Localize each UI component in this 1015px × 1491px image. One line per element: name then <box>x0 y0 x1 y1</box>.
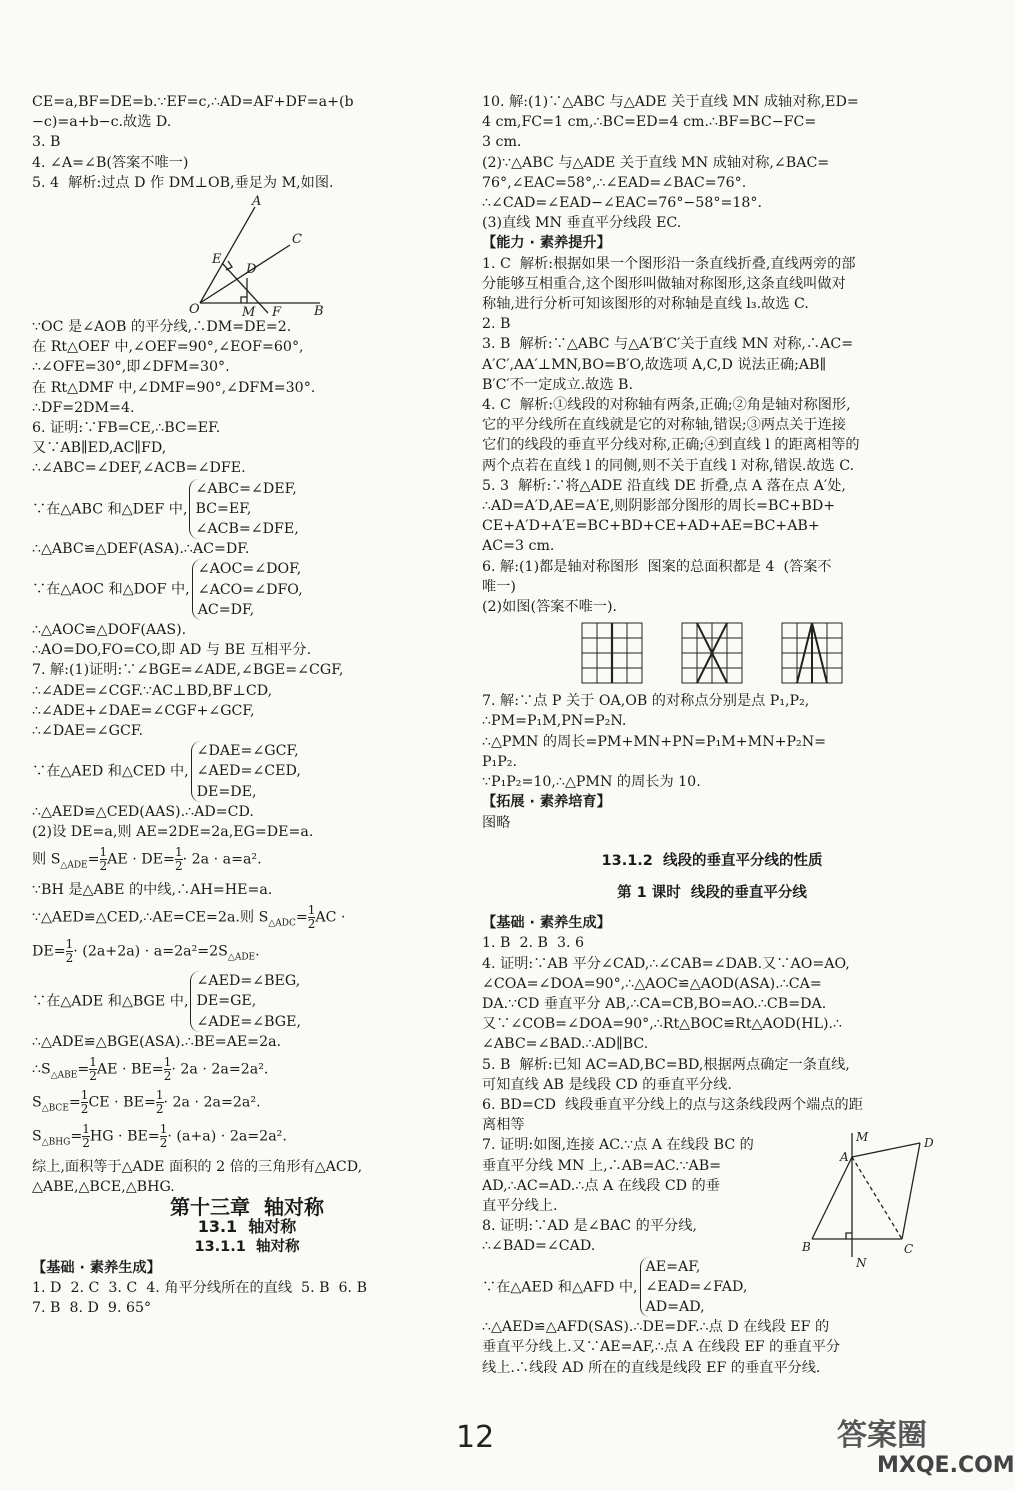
text: · (a+a) · 2a=2a². <box>167 1128 287 1145</box>
brace-line: DE=GE, <box>196 993 257 1010</box>
formula-line <box>32 938 462 968</box>
brace-line: ∠AOC=∠DOF, <box>197 561 302 578</box>
subscript: △ABE <box>50 1070 78 1081</box>
text-line: 图略 <box>482 814 511 831</box>
text: AE · DE= <box>107 851 175 868</box>
text-line: 1. D 2. C 3. C 4. 角平分线所在的直线 5. B 6. B <box>32 1279 368 1296</box>
text: · 2a · 2a=2a². <box>163 1094 261 1111</box>
denominator: 2 <box>174 859 183 874</box>
geometry-figure-angle-bisector <box>32 193 462 321</box>
numerator: 1 <box>82 1121 90 1136</box>
text-line: ∴∠ADE=∠CGF.∵AC⊥BD,BF⊥CD, <box>32 682 273 699</box>
text-line: 76°,∠EAC=58°,∴∠EAD=∠BAC=76°. <box>482 174 747 191</box>
text-line: 4. ∠A=∠B(答案不唯一) <box>32 154 189 171</box>
text-line: 两个点若在直线 l 的同侧,则不关于直线 l 对称,错误.故选 C. <box>482 457 855 474</box>
text-line: P₁P₂. <box>482 753 517 770</box>
brace-group <box>190 971 301 1032</box>
brace-line: BC=EF, <box>195 500 252 517</box>
left-column <box>32 92 462 1318</box>
numerator: 1 <box>89 1054 97 1069</box>
text-line: ∴∠ADE+∠DAE=∠CGF+∠GCF, <box>32 702 255 719</box>
text-line: 6. 解:(1)都是轴对称图形 图案的总面积都是 4 (答案不 <box>482 558 832 575</box>
formula-line <box>32 846 462 876</box>
text: AC · <box>315 909 346 926</box>
text: 则 S <box>32 851 61 868</box>
brace-intro: ∵在△AOC 和△DOF 中, <box>32 581 190 598</box>
subscript: △ADC <box>268 918 296 929</box>
numerator: 1 <box>80 1088 89 1103</box>
point-label: E <box>212 252 222 268</box>
brace-group <box>192 559 303 620</box>
lesson-title: 第 1 课时 线段的垂直平分线 <box>617 884 807 901</box>
text-line: 4. C 解析:①线段的对称轴有两条,正确;②角是轴对称图形, <box>482 397 851 414</box>
text-line: AC=3 cm. <box>482 538 555 555</box>
text-line: CE+A′D+A′E=BC+BD+CE+AD+AE=BC+AB+ <box>482 518 820 535</box>
point-label: B <box>314 304 324 320</box>
section-title: 13.1 轴对称 <box>197 1217 297 1237</box>
text: ∵△AED≌△CED,∴AE=CE=2a.则 S <box>32 909 269 926</box>
point-label: B <box>802 1240 811 1255</box>
brace-line: ∠EAD=∠FAD, <box>645 1278 748 1295</box>
subscript: △BHG <box>41 1137 71 1148</box>
watermark-url: MXQE.COM <box>877 1453 1015 1478</box>
text-line: 10. 解:(1)∵△ABC 与△ADE 关于直线 MN 成轴对称,ED= <box>482 94 859 110</box>
fraction-one-half <box>175 846 183 873</box>
subscript: △ADE <box>227 951 256 962</box>
brace-intro: ∵在△AED 和△CED 中, <box>32 763 189 780</box>
text-line: ∴△AED≌△AFD(SAS).∴DE=DF.∴点 D 在线段 EF 的 <box>482 1319 830 1336</box>
text: · (2a+2a) · a=2a²=2S <box>73 943 228 960</box>
subsection-title: 13.1.1 轴对称 <box>194 1239 300 1256</box>
denominator: 2 <box>80 1102 89 1117</box>
brace-group <box>189 479 298 540</box>
denominator: 2 <box>89 1068 97 1083</box>
text-line: 在 Rt△OEF 中,∠OEF=90°,∠EOF=60°, <box>32 339 304 356</box>
text-line: (2)设 DE=a,则 AE=2DE=2a,EG=DE=a. <box>32 824 314 841</box>
watermark-name: 答案圈 <box>837 1418 927 1453</box>
brace-line: ∠ABC=∠DEF, <box>195 480 297 497</box>
text: . <box>255 943 260 960</box>
text: S <box>32 1094 42 1111</box>
text-line: 5. 3 解析:∵将△ADE 沿直线 DE 折叠,点 A 落在点 A′处, <box>482 477 846 494</box>
text-line: 7. 证明:如图,连接 AC.∵点 A 在线段 BC 的 <box>482 1137 754 1154</box>
point-label: A <box>252 194 262 210</box>
brace-group <box>640 1257 748 1318</box>
watermark-logo <box>817 1408 1015 1483</box>
text-line: △ABE,△BCE,△BHG. <box>32 1178 175 1195</box>
text-line: 可知直线 AB 是线段 CD 的垂直平分线. <box>482 1076 732 1093</box>
formula-line <box>32 1056 462 1086</box>
text-line: ∵P₁P₂=10,∴△PMN 的周长为 10. <box>482 774 701 791</box>
text-line: ∵OC 是∠AOB 的平分线,∴DM=DE=2. <box>32 319 292 336</box>
text-line: ∴∠OFE=30°,即∠DFM=30°. <box>32 359 230 376</box>
text-line: 8. 证明:∵AD 是∠BAC 的平分线, <box>482 1218 697 1235</box>
denominator: 2 <box>99 859 108 874</box>
text: · 2a · a=a². <box>182 851 262 868</box>
numerator: 1 <box>174 845 183 860</box>
text-line: 离相等 <box>482 1117 525 1134</box>
point-label: D <box>246 262 257 278</box>
text-line: A′C′,AA′⊥MN,BO=B′O,故选项 A,C,D 说法正确;AB∥ <box>482 356 827 373</box>
brace-line: ∠ADE=∠BGE, <box>196 1013 301 1030</box>
text-line: ∴AD=A′D,AE=A′E,则阴影部分图形的周长=BC+BD+ <box>482 498 836 515</box>
text-line: 6. BD=CD 线段垂直平分线上的点与这条线段两个端点的距 <box>482 1096 863 1113</box>
text-line: DA.∵CD 垂直平分 AB,∴CA=CB,BO=AO.∴CB=DA. <box>482 995 827 1012</box>
text-line: 3. B <box>32 134 61 151</box>
formula-line <box>32 1089 462 1119</box>
brace-line: ∠ACB=∠DFE, <box>195 521 299 538</box>
text-line: 6. 证明:∵FB=CE,∴BC=EF. <box>32 420 221 437</box>
denominator: 2 <box>65 950 74 965</box>
text-line: 直平分线上. <box>482 1197 558 1214</box>
point-label: C <box>292 232 302 248</box>
numerator: 1 <box>99 845 108 860</box>
point-label: M <box>242 305 256 321</box>
point-label: O <box>189 302 200 318</box>
text: DE= <box>32 943 66 960</box>
section-tag: 【拓展 · 素养培育】 <box>482 794 611 811</box>
text-line: ∴∠CAD=∠EAD−∠EAC=76°−58°=18°. <box>482 195 762 212</box>
point-label: F <box>272 305 282 321</box>
text-line: 1. B 2. B 3. 6 <box>482 935 585 952</box>
text-line: 它的平分线所在直线就是它的对称轴,错误;③两点关于连接 <box>482 417 846 434</box>
text-line: ∴△AOC≌△DOF(AAS). <box>32 622 187 639</box>
fraction-one-half <box>82 1123 90 1150</box>
text-line: CE=a,BF=DE=b.∵EF=c,∴AD=AF+DF=a+(b <box>32 94 354 110</box>
text-line: ∴△AED≌△CED(AAS).∴AD=CD. <box>32 803 254 820</box>
text-line: 又∵∠COB=∠DOA=90°,∴Rt△BOC≌Rt△AOD(HL).∴ <box>482 1016 843 1033</box>
brace-line: ∠DAE=∠GCF, <box>196 743 299 760</box>
brace-system <box>32 971 462 1032</box>
brace-line: ∠AED=∠BEG, <box>196 973 301 990</box>
text-line: 称轴,进行分析可知该图形的对称轴是直线 l₃.故选 C. <box>482 296 809 313</box>
section-tag: 【基础 · 素养生成】 <box>482 915 611 932</box>
text: · 2a · 2a=2a². <box>171 1061 269 1078</box>
denominator: 2 <box>82 1135 90 1150</box>
formula-line <box>32 904 462 934</box>
text-line: 5. 4 解析:过点 D 作 DM⊥OB,垂足为 M,如图. <box>32 174 334 191</box>
brace-system <box>32 559 462 620</box>
text-line: 3 cm. <box>482 134 522 151</box>
text: HG · BE= <box>89 1128 160 1145</box>
text-line: ∴AO=DO,FO=CO,即 AD 与 BE 互相平分. <box>32 642 312 659</box>
numerator: 1 <box>159 1121 168 1136</box>
text-line: ∵BH 是△ABE 的中线,∴AH=HE=a. <box>32 881 273 898</box>
brace-line: ∠AED=∠CED, <box>196 763 301 780</box>
text-line: ∴△PMN 的周长=PM+MN+PN=P₁M+MN+P₂N= <box>482 733 827 750</box>
text-line: 它们的线段的垂直平分线对称,正确;④到直线 l 的距离相等的 <box>482 437 860 454</box>
text-line: −c)=a+b−c.故选 D. <box>32 114 172 131</box>
point-label: A <box>840 1150 849 1165</box>
text-line: ∠ABC=∠BAD.∴AD∥BC. <box>482 1036 649 1053</box>
text-line: ∴△ABC≌△DEF(ASA).∴AC=DF. <box>32 541 250 558</box>
subscript: △BCE <box>41 1103 69 1114</box>
denominator: 2 <box>307 917 316 932</box>
text-line: 综上,面积等于△ADE 面积的 2 倍的三角形有△ACD, <box>32 1158 363 1175</box>
brace-intro: ∵在△ABC 和△DEF 中, <box>32 500 188 517</box>
text-line: 7. B 8. D 9. 65° <box>32 1299 152 1316</box>
section-tag: 【基础 · 素养生成】 <box>32 1259 161 1276</box>
text: S <box>32 1128 42 1145</box>
text-line: 2. B <box>482 316 511 333</box>
brace-system <box>32 479 462 540</box>
text-line: 3. B 解析:∵△ABC 与△A′B′C′关于直线 MN 对称,∴AC= <box>482 336 854 353</box>
text: = <box>70 1128 83 1145</box>
text-line: 5. B 解析:已知 AC=AD,BC=BD,根据两点确定一条直线, <box>482 1056 850 1073</box>
text-line: 垂直平分线 MN 上,∴AB=AC.∵AB= <box>482 1157 722 1174</box>
formula-line <box>32 1123 462 1153</box>
point-label: M <box>856 1130 869 1145</box>
text-line: (3)直线 MN 垂直平分线段 EC. <box>482 215 682 232</box>
text-line: AD,∴AC=AD.∴点 A 在线段 CD 的垂 <box>482 1177 720 1194</box>
brace-intro: ∵在△AED 和△AFD 中, <box>482 1278 638 1295</box>
text-line: 1. C 解析:根据如果一个图形沿一条直线折叠,直线两旁的部 <box>482 255 856 272</box>
text-line: 线上.∴线段 AD 所在的直线是线段 EF 的垂直平分线. <box>482 1359 821 1376</box>
text: AE · BE= <box>96 1061 164 1078</box>
text-line: (2)∵△ABC 与△ADE 关于直线 MN 成轴对称,∠BAC= <box>482 154 830 171</box>
text-line: ∴PM=P₁M,PN=P₂N. <box>482 713 627 730</box>
brace-group <box>191 741 301 802</box>
text-line: 4 cm,FC=1 cm,∴BC=ED=4 cm.∴BF=BC−FC= <box>482 114 817 131</box>
point-label: N <box>856 1256 867 1271</box>
text: = <box>77 1061 90 1078</box>
fraction-one-half <box>89 1056 97 1083</box>
brace-line: ∠ACO=∠DFO, <box>197 581 303 598</box>
chapter-title: 第十三章 轴对称 <box>170 1194 324 1219</box>
text-line: 垂直平分线上.又∵AE=AF,∴点 A 在线段 EF 的垂直平分 <box>482 1339 841 1356</box>
text-line: 7. 解:(1)证明:∵∠BGE=∠ADE,∠BGE=∠CGF, <box>32 662 344 679</box>
text-line: ∴DF=2DM=4. <box>32 399 135 416</box>
numerator: 1 <box>307 903 316 918</box>
section-tag: 【能力 · 素养提升】 <box>482 235 611 252</box>
text-line: ∴△ADE≌△BGE(ASA).∴BE=AE=2a. <box>32 1033 282 1050</box>
denominator: 2 <box>155 1102 164 1117</box>
text-line: 7. 解:∵点 P 关于 OA,OB 的对称点分别是点 P₁,P₂, <box>482 693 810 710</box>
denominator: 2 <box>163 1068 172 1083</box>
text-line: ∴∠ABC=∠DEF,∠ACB=∠DFE. <box>32 460 246 477</box>
text-line: 4. 证明:∵AB 平分∠CAD,∴∠CAB=∠DAB.又∵AO=AO, <box>482 955 850 972</box>
text-line: 分能够互相重合,这个图形叫做轴对称图形,这条直线叫做对 <box>482 275 846 292</box>
brace-intro: ∵在△ADE 和△BGE 中, <box>32 993 189 1010</box>
point-label: C <box>904 1242 914 1257</box>
text-line: B′C′不一定成立.故选 B. <box>482 376 633 393</box>
subscript: △ADE <box>60 860 88 871</box>
text-line: (2)如图(答案不唯一). <box>482 599 617 616</box>
text-line: 在 Rt△DMF 中,∠DMF=90°,∠DFM=30°. <box>32 379 316 396</box>
numerator: 1 <box>155 1088 164 1103</box>
text: = <box>68 1094 81 1111</box>
text-line: ∴∠DAE=∠GCF. <box>32 723 143 740</box>
brace-line: AD=AD, <box>645 1298 705 1315</box>
text-line: ∴∠BAD=∠CAD. <box>482 1238 596 1255</box>
text: = <box>295 909 308 926</box>
brace-line: AE=AF, <box>645 1258 701 1275</box>
page-number: 12 <box>456 1420 495 1455</box>
geometry-figure-perpendicular-bisector <box>802 1129 942 1269</box>
denominator: 2 <box>159 1135 168 1150</box>
text-line: 又∵AB∥ED,AC∥FD, <box>32 440 167 457</box>
fraction-one-half <box>156 1089 164 1116</box>
text: ∴S <box>32 1061 51 1078</box>
brace-line: DE=DE, <box>196 783 257 800</box>
numerator: 1 <box>65 936 74 951</box>
right-column <box>482 92 942 1378</box>
numerator: 1 <box>163 1054 172 1069</box>
point-label: D <box>924 1136 934 1151</box>
section-title: 13.1.2 线段的垂直平分线的性质 <box>601 852 823 869</box>
text-line: ∠COA=∠DOA=90°,∴△AOC≌△AOD(ASA).∴CA= <box>482 975 822 992</box>
text: CE · BE= <box>88 1094 156 1111</box>
text: = <box>87 851 100 868</box>
text-line: 唯一) <box>482 578 516 595</box>
brace-line: AC=DF, <box>197 601 255 618</box>
symmetric-grid-patterns <box>482 617 942 691</box>
brace-system <box>32 741 462 802</box>
